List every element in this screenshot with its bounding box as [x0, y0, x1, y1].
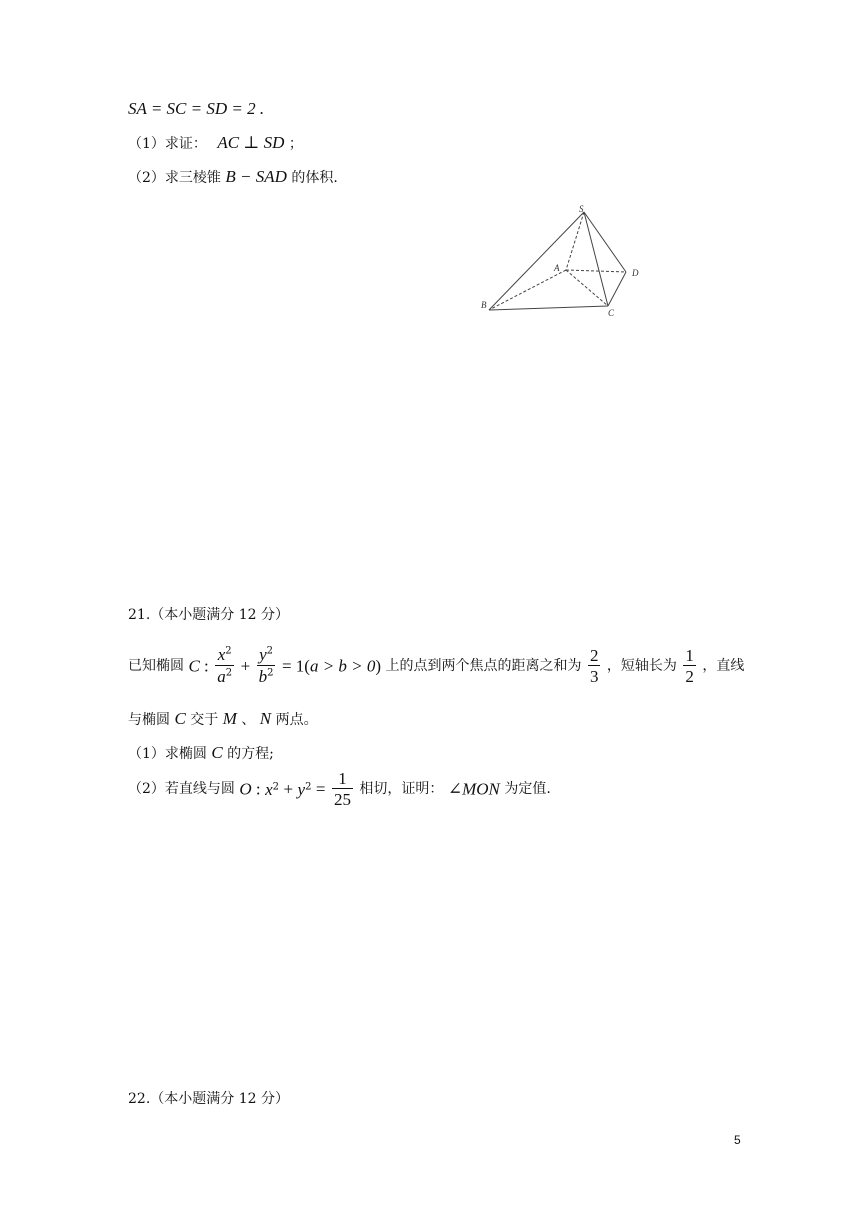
q20-part2-end: 的体积.	[291, 170, 338, 186]
edge-SC	[584, 212, 608, 306]
label-B: B	[481, 300, 487, 310]
q21-condition: a > b > 0	[309, 656, 376, 676]
q20-part2-line	[128, 168, 338, 185]
q21-part2-plus: +	[283, 779, 294, 799]
q21-line2-N: N	[259, 709, 272, 728]
q21-end-text: ，直线	[702, 658, 745, 674]
q21-header-text: 21.（本小题满分 12 分）	[128, 607, 289, 623]
q20-part1-math: AC ⊥ SD	[217, 133, 285, 152]
q21-part2-end: 为定值.	[504, 781, 551, 797]
label-S: S	[579, 204, 584, 214]
q20-part2-label: （2）求三棱锥	[128, 170, 221, 186]
q22-header-text: 22.（本小题满分 12 分）	[128, 1091, 289, 1107]
q21-intro: 已知椭圆	[128, 658, 184, 674]
q20-part1-line	[128, 134, 303, 151]
q21-part1-line	[128, 744, 274, 761]
q21-colon: :	[199, 656, 209, 676]
q21-line2-C: C	[174, 709, 186, 728]
q21-frac5-num: 1	[332, 770, 353, 789]
q21-line2-M: M	[222, 709, 237, 728]
q21-part1-end: 的方程;	[227, 746, 274, 762]
q21-part1-pre: （1）求椭圆	[128, 746, 207, 762]
q21-minor-axis-text: ，短轴长为	[606, 658, 677, 674]
q21-frac-1-2	[683, 647, 696, 685]
q21-part2-y: y	[297, 779, 306, 799]
q21-frac-y2-b2: $\frac{y^2}{b^2}$	[258, 645, 274, 686]
q21-frac5-den: 25	[333, 790, 351, 809]
q21-frac-1-25	[332, 770, 353, 808]
q21-frac4-num: 1	[685, 646, 694, 665]
q21-part2-colon: :	[251, 779, 261, 799]
edge-CD	[608, 272, 626, 306]
q21-frac4-den: 2	[685, 667, 694, 686]
q21-plus: +	[240, 656, 251, 676]
q21-frac1-den: a	[217, 667, 226, 686]
q20-given-line	[128, 100, 264, 117]
q21-frac-2-3	[588, 647, 601, 685]
q21-part2-O: O	[239, 779, 252, 799]
q21-part2-angle: ∠MON	[447, 779, 500, 799]
q21-part2-x: x	[265, 779, 273, 799]
label-D: D	[632, 268, 639, 278]
edge-BC	[489, 306, 608, 310]
q21-frac2-num: y	[259, 645, 267, 664]
label-A: A	[554, 263, 560, 273]
edge-SB	[489, 212, 584, 310]
q21-line2-sep: 、	[241, 712, 256, 728]
edge-AB	[489, 270, 566, 310]
q21-curve-C: C	[188, 656, 200, 676]
q20-part1-end: ；	[288, 136, 303, 152]
q20-given-equation: SA = SC = SD = 2 .	[128, 99, 265, 118]
q21-header	[128, 608, 289, 622]
page-number: 5	[734, 1133, 741, 1147]
q22-header	[128, 1092, 289, 1106]
q21-line2-pre: 与椭圆	[128, 712, 170, 728]
edge-SD	[584, 212, 626, 272]
q21-statement-line2	[128, 710, 318, 727]
edge-AC	[566, 270, 608, 306]
q20-part1-label: （1）求证：	[128, 136, 207, 152]
edge-AD	[566, 270, 626, 272]
q21-line2-mid: 交于	[190, 712, 219, 728]
q21-statement-line1	[128, 646, 744, 686]
q21-line2-end: 两点。	[275, 712, 318, 728]
q21-part2-mid: 相切，证明：	[359, 781, 444, 797]
q21-part2-line: （2）若直线与圆 O : $x^2 + y^2$ = $\frac{1}{25}$ 相切，证明： ∠MON 为定值.	[128, 769, 551, 809]
q21-frac1-num: x	[217, 645, 226, 664]
label-C: C	[608, 308, 615, 318]
q20-part2-math: B − SAD	[225, 167, 287, 186]
q21-frac3-den: 3	[589, 667, 599, 686]
q21-mid-text: 上的点到两个焦点的距离之和为	[385, 658, 582, 674]
q21-frac3-num: 2	[589, 646, 599, 665]
q21-part2-pre: （2）若直线与圆	[128, 781, 235, 797]
pyramid-figure	[476, 204, 646, 320]
q21-equals-one: = 1(	[281, 656, 310, 676]
q21-part2-eq: =	[315, 779, 326, 799]
q21-frac2-den: b	[258, 667, 268, 686]
q21-part1-C: C	[211, 743, 223, 762]
q21-close-paren: )	[375, 656, 382, 676]
q21-frac-x2-a2: $\frac{x^2}{a^2}$	[217, 645, 233, 686]
